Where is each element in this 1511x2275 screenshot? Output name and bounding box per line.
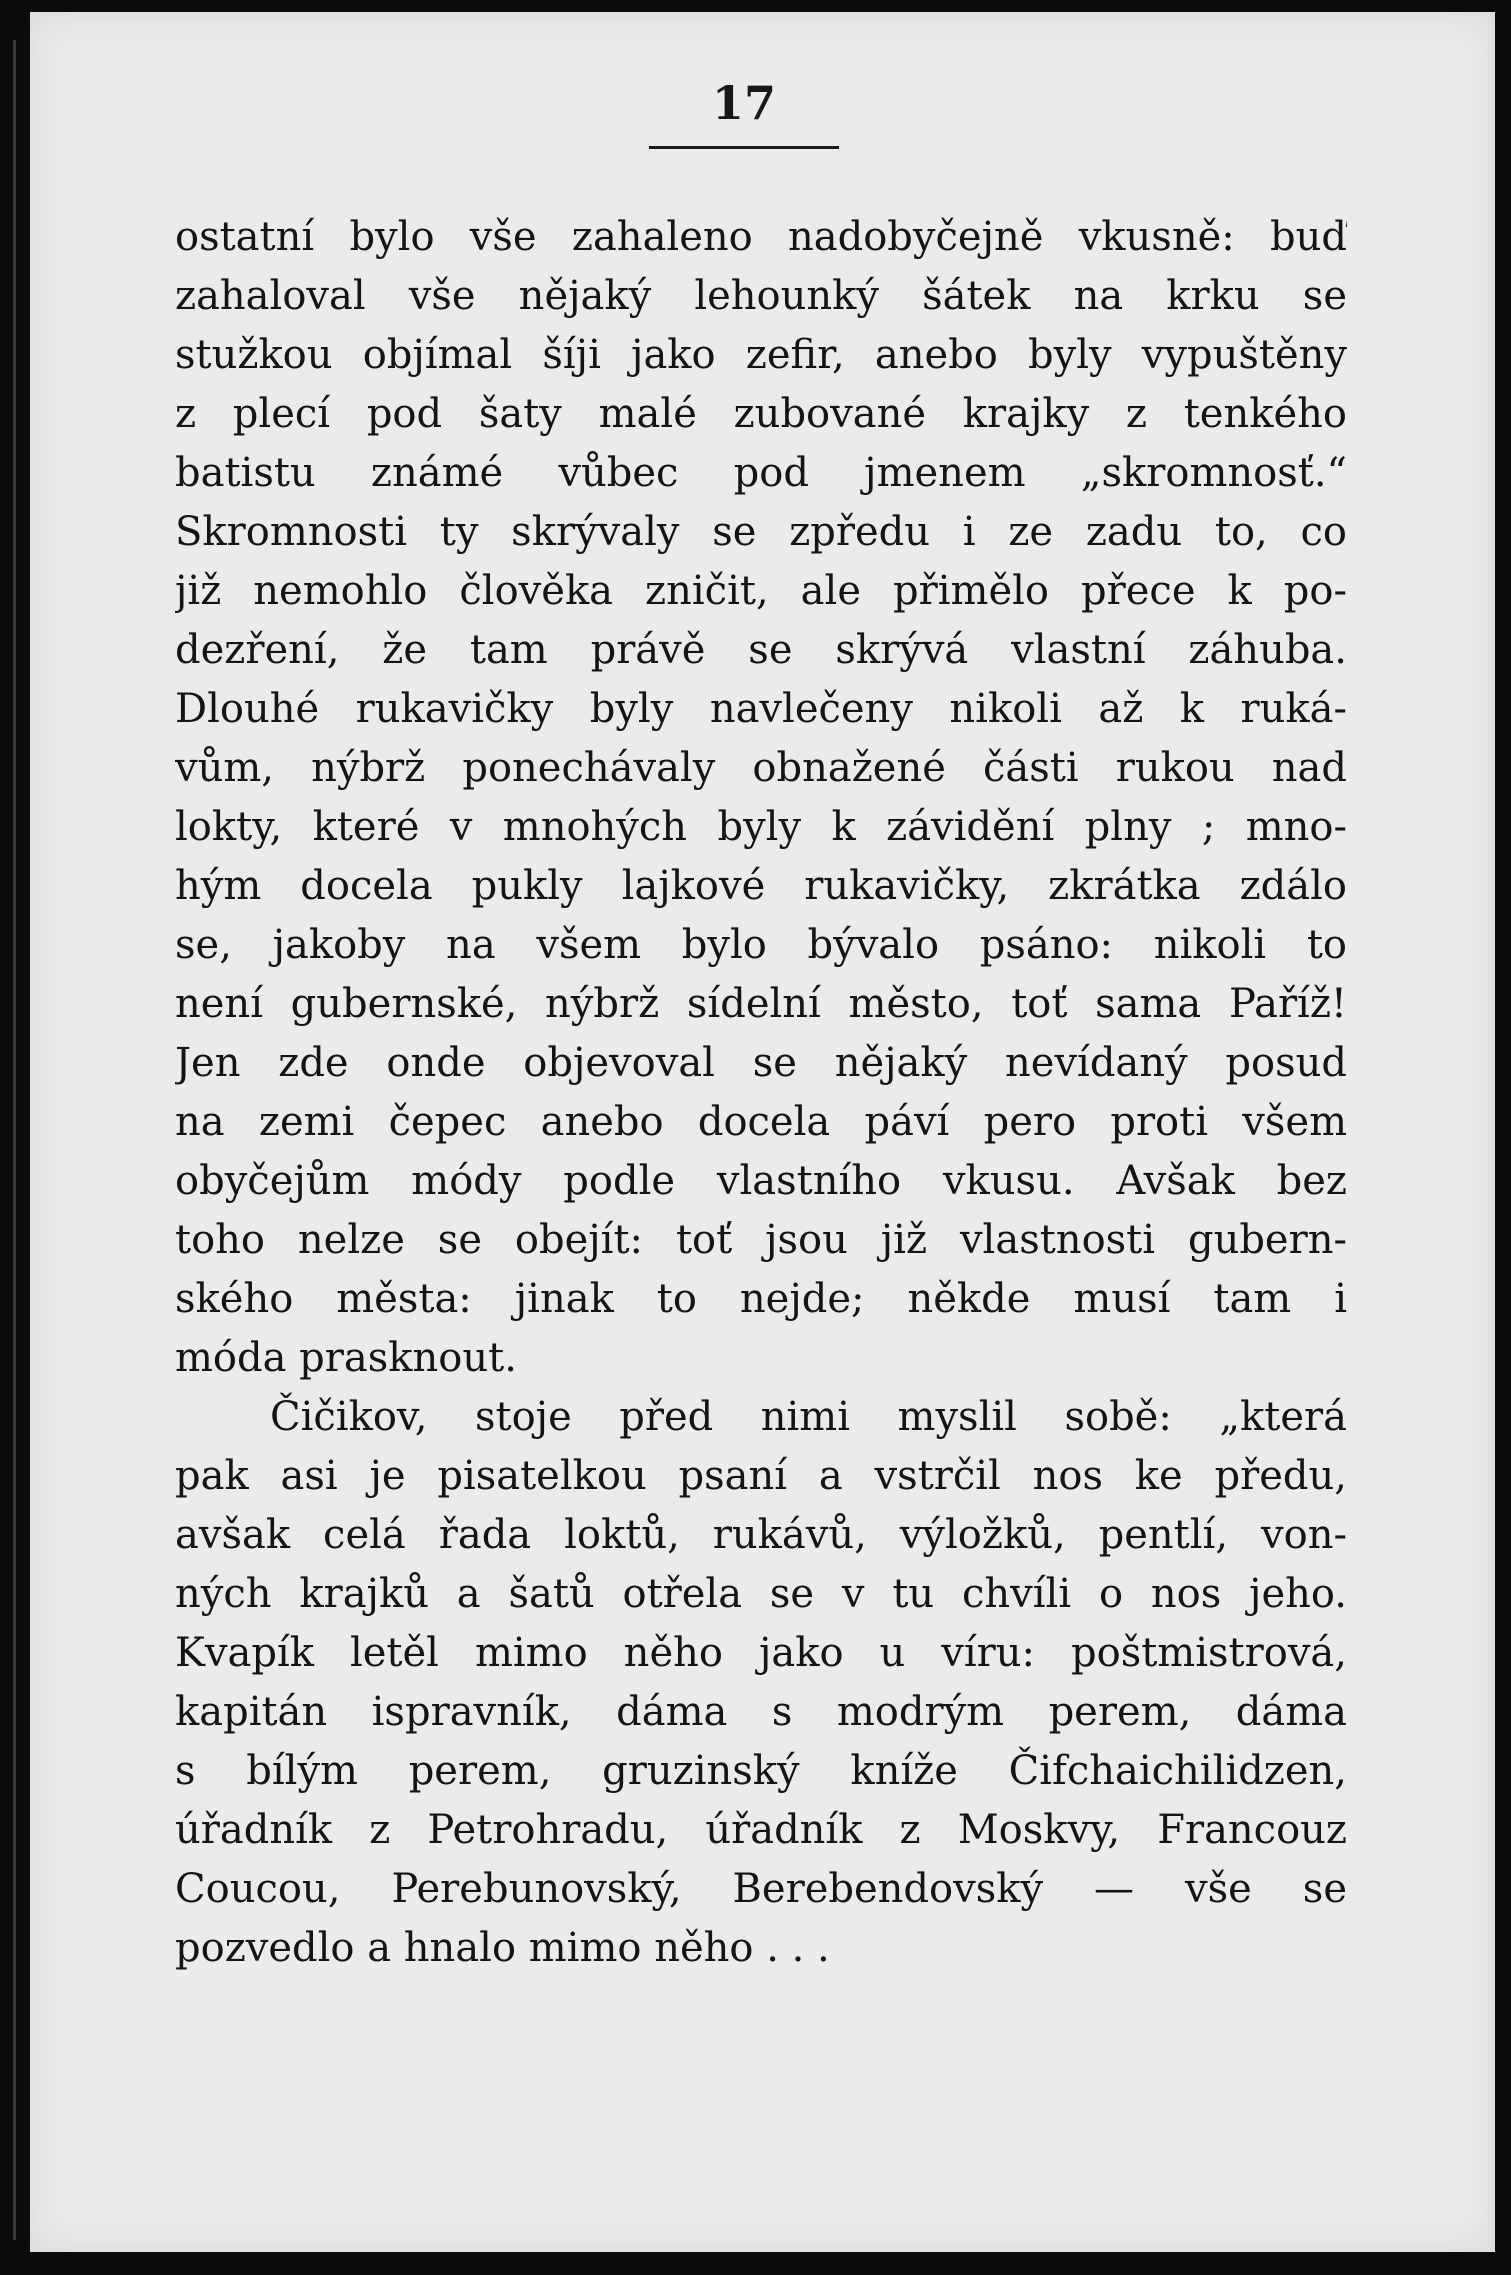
page-number: 17 <box>711 76 776 130</box>
text-line: pak asi je pisatelkou psaní a vstrčil nos ke předu, <box>175 1453 1347 1499</box>
text-line: se, jakoby na všem bylo bývalo psáno: nikoli to <box>175 922 1347 968</box>
text-line-paragraph-end: pozvedlo a hnalo mimo něho . . . <box>175 1925 830 1971</box>
text-line: batistu známé vůbec pod jmenem „skromnosť.“ <box>175 450 1347 496</box>
text-line: z plecí pod šaty malé zubované krajky z tenkého <box>175 391 1347 437</box>
text-line: vům, nýbrž ponechávaly obnažené části rukou nad <box>175 745 1347 791</box>
text-line: úřadník z Petrohradu, úřadník z Moskvy, Francouz <box>175 1807 1347 1853</box>
text-line: ných krajků a šatů otřela se v tu chvíli o nos jeho. <box>175 1571 1347 1617</box>
text-line: obyčejům módy podle vlastního vkusu. Avšak bez <box>175 1158 1347 1204</box>
text-line: již nemohlo člověka zničit, ale přimělo přece k po- <box>175 568 1347 614</box>
book-spine-edge <box>0 0 30 2275</box>
text-line: Jen zde onde objevoval se nějaký nevídaný posud <box>175 1040 1347 1086</box>
text-line: lokty, které v mnohých byly k závidění plny ; mno- <box>175 804 1347 850</box>
text-line: Kvapík letěl mimo něho jako u víru: poštmistrová, <box>175 1630 1347 1676</box>
book-page <box>30 12 1495 2252</box>
text-line: stužkou objímal šíji jako zefir, anebo byly vypuštěny <box>175 332 1347 378</box>
page-number-rule <box>649 146 839 149</box>
text-line: Dlouhé rukavičky byly navlečeny nikoli až k ruká- <box>175 686 1347 732</box>
text-line: avšak celá řada loktů, rukávů, výložků, pentlí, von- <box>175 1512 1347 1558</box>
text-line: ského města: jinak to nejde; někde musí tam i <box>175 1276 1347 1322</box>
text-line: toho nelze se obejít: toť jsou již vlastnosti gubern- <box>175 1217 1347 1263</box>
page-header <box>640 76 848 149</box>
text-line: Skromnosti ty skrývaly se zpředu i ze zadu to, co <box>175 509 1347 555</box>
text-line: zahaloval vše nějaký lehounký šátek na krku se <box>175 273 1347 319</box>
text-line: na zemi čepec anebo docela páví pero proti všem <box>175 1099 1347 1145</box>
text-line: dezření, že tam právě se skrývá vlastní záhuba. <box>175 627 1347 673</box>
text-line: s bílým perem, gruzinský kníže Čifchaichilidzen, <box>175 1748 1347 1794</box>
text-line-paragraph-end: móda prasknout. <box>175 1335 517 1381</box>
page-text <box>175 208 1347 1978</box>
text-line: hým docela pukly lajkové rukavičky, zkrátka zdálo <box>175 863 1347 909</box>
text-line-paragraph-start: Čičikov, stoje před nimi myslil sobě: „která <box>270 1394 1347 1440</box>
text-line: kapitán ispravník, dáma s modrým perem, dáma <box>175 1689 1347 1735</box>
text-line: Coucou, Perebunovský, Berebendovský — vše se <box>175 1866 1347 1912</box>
text-line: není gubernské, nýbrž sídelní město, toť sama Paříž! <box>175 981 1347 1027</box>
spine-line <box>13 40 16 2240</box>
text-line: ostatní bylo vše zahaleno nadobyčejně vkusně: buď <box>175 214 1347 260</box>
